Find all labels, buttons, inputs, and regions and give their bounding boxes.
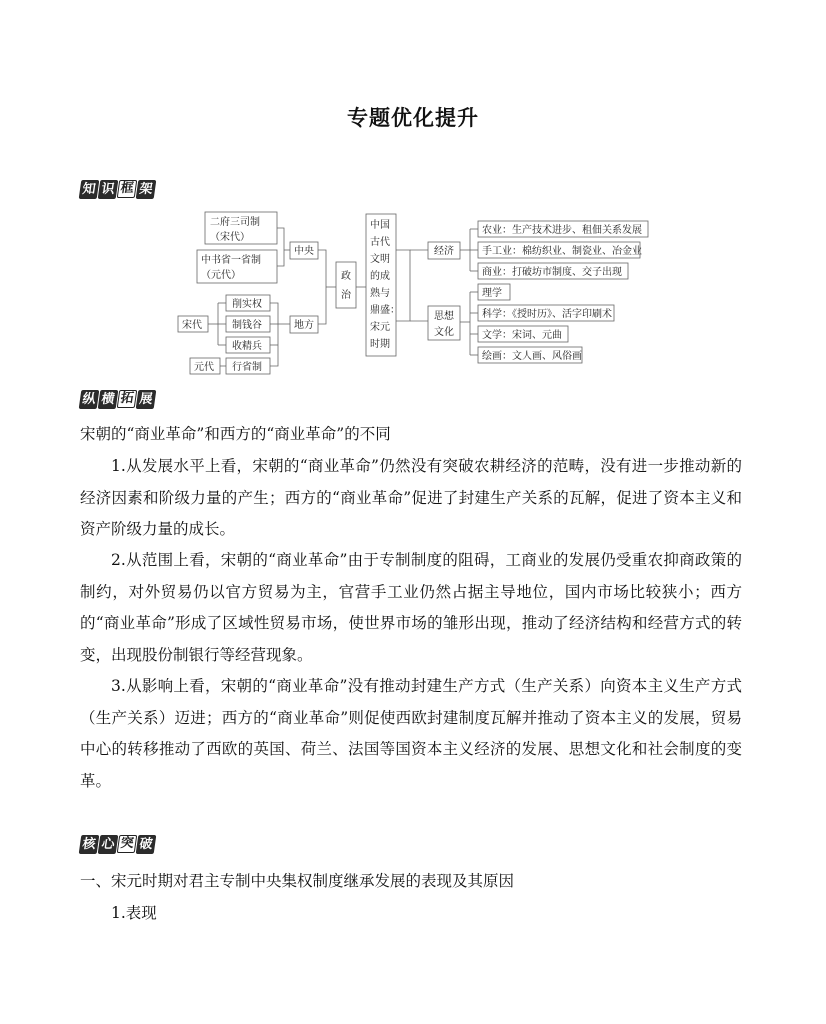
culture-item-1: 理学 [482, 288, 502, 299]
central-item-1-line1: 二府三司制 [210, 217, 260, 228]
badge-char: 架 [136, 180, 157, 199]
bracket-local [270, 303, 278, 366]
central-topic-2: 古代 [370, 237, 390, 248]
yuan-label: 元代 [194, 362, 214, 373]
central-topic-3: 文明 [370, 254, 390, 265]
politics-char-2: 治 [341, 290, 351, 301]
bracket-politics [318, 250, 326, 324]
local-item-4: 行省制 [232, 362, 262, 373]
central-item-1-line2: （宋代） [210, 232, 250, 243]
badge-char: 知 [79, 180, 100, 199]
central-item-2-line1: 中书省一省制 [201, 255, 261, 266]
song-label: 宋代 [182, 320, 202, 331]
breakthrough-heading: 一、宋元时期对君主专制中央集权制度继承发展的表现及其原因 [80, 872, 515, 890]
breakthrough-sub: 1.表现 [111, 904, 157, 922]
extension-heading: 宋朝的“商业革命”和西方的“商业革命”的不同 [80, 425, 391, 443]
politics-char-1: 政 [341, 271, 351, 282]
local-label: 地方 [294, 320, 314, 331]
breakthrough-badge [80, 835, 155, 857]
badge-char: 破 [136, 835, 157, 854]
economy-label: 经济 [434, 246, 454, 257]
badge-char: 纵 [79, 390, 100, 409]
central-topic-4: 的成 [370, 271, 390, 282]
central-label: 中央 [294, 246, 314, 257]
extension-point-3: 3.从影响上看，宋朝的“商业革命”没有推动封建生产方式（生产关系）向资本主义生产方式（生产关系）迈进；西方的“商业革命”则促使西欧封建制度瓦解并推动了资本主义的发展，贸易中心的转移推动了西欧的英国、荷兰、法国等国资本主义经济的发展、思想文化和社会制度的变革。 [80, 677, 742, 790]
extension-point-2: 2.从范围上看，宋朝的“商业革命”由于专制制度的阻碍，工商业的发展仍受重农抑商政策的制约，对外贸易仍以官方贸易为主，官营手工业仍然占据主导地位，国内市场比较狭小；西方的“商业革命”形成了区域性贸易市场，使世界市场的雏形出现，推动了经济结构和经营方式的转变，出现股份制银行等经营现象。 [80, 551, 742, 664]
extension-badge [80, 390, 155, 412]
culture-item-2: 科学：《授时历》、活字印刷术 [482, 309, 612, 320]
badge-char: 横 [98, 390, 119, 409]
local-item-2: 制钱谷 [232, 320, 262, 331]
economy-item-1: 农业：生产技术进步、租佃关系发展 [482, 225, 642, 236]
local-item-1: 削实权 [232, 299, 262, 310]
central-topic-1: 中国 [370, 220, 390, 231]
badge-char: 核 [79, 835, 100, 854]
central-topic-6: 鼎盛： [370, 305, 400, 316]
central-topic-7: 宋元 [370, 322, 390, 333]
culture-label-1: 思想 [434, 311, 454, 322]
page-title: 专题优化提升 [347, 106, 479, 130]
box-politics [336, 262, 356, 308]
badge-char: 心 [98, 835, 119, 854]
extension-point-1: 1.从发展水平上看，宋朝的“商业革命”仍然没有突破农耕经济的范畴，没有进一步推动新的经济因素和阶级力量的产生；西方的“商业革命”促进了封建生产关系的瓦解，促进了资本主义和资产阶级力量的成长。 [80, 457, 742, 538]
central-topic-5: 熟与 [370, 288, 390, 299]
bracket-central [277, 228, 284, 266]
box-central-topic [366, 214, 396, 356]
culture-item-3: 文学：宋词、元曲 [482, 330, 562, 341]
central-topic-8: 时期 [370, 339, 390, 350]
knowledge-framework-diagram [0, 0, 826, 380]
local-item-3: 收精兵 [232, 341, 262, 352]
economy-item-3: 商业：打破坊市制度、交子出现 [482, 267, 622, 278]
badge-char: 框 [117, 180, 138, 198]
badge-char: 识 [98, 180, 119, 199]
badge-char: 展 [136, 390, 157, 409]
central-item-2-line2: （元代） [201, 270, 241, 281]
badge-char: 拓 [117, 390, 138, 408]
culture-label-2: 文化 [434, 327, 454, 338]
culture-item-4: 绘画：文人画、风俗画 [482, 351, 582, 362]
economy-item-2: 手工业：棉纺织业、制瓷业、冶金业 [482, 246, 642, 257]
badge-char: 突 [117, 835, 138, 853]
